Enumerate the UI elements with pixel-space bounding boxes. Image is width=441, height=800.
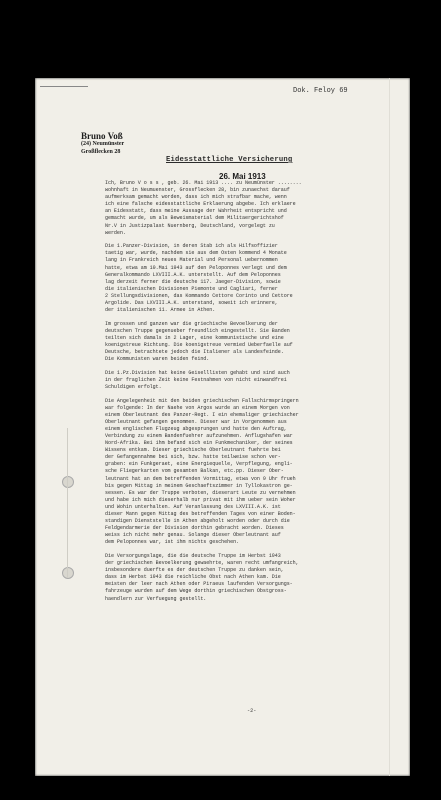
- text-line: werden.: [105, 229, 126, 236]
- text-line: lang in Frankreich neues Material und Personal uebernommen: [105, 257, 278, 264]
- document-body: [105, 180, 405, 609]
- text-line: Schuldigen erfolgt.: [105, 383, 162, 390]
- paragraph: [105, 398, 405, 547]
- text-line: deutschen Truppe gegenueber freundlich eingestellt. Sie Banden: [105, 327, 290, 334]
- document-reference: Dok. Feloy 69: [293, 87, 348, 95]
- paragraph: [105, 180, 405, 237]
- text-line: und Wohin unterhalten. Auf Veranlassung des LXVIII.A.K. ist: [105, 503, 281, 510]
- handwritten-birth-date: 26. Mai 1913: [219, 172, 266, 181]
- text-line: lag derzeit ferner die deutsche 117. Jaeger-Division, sowie: [105, 278, 281, 285]
- text-line: Nr.V in Justizpalast Nuernberg, Deutschland, vorgelegt zu: [105, 222, 275, 229]
- text-line: bis gegen Mittag in meinem Geschaeftszimmer in Tyllokastron ge-: [105, 482, 293, 489]
- text-line: war folgende: In der Naehe von Argos wurde an einem Morgen von: [105, 404, 290, 411]
- text-line: und habe ich mich dieserhalb nur privat mit ihm ueber sein Woher: [105, 496, 296, 503]
- punch-hole: [62, 476, 74, 488]
- text-line: fahrzeuge wurden auf dem Wege dorthin griechischen Obstgross-: [105, 588, 287, 595]
- text-line: Feldgendarmerie der Division dorthin gebracht worden. Dieses: [105, 525, 284, 532]
- text-line: Generalkommando LXVIII.A.K. unterstellt. Auf dem Peloponnes: [105, 271, 281, 278]
- stamp-name: Bruno Voß: [81, 131, 123, 141]
- text-line: der Gefangennahme bei sich, bzw. hatte teilweise schon ver-: [105, 454, 281, 461]
- paragraph: [105, 553, 405, 603]
- text-line: 2 Stellungsdivisionen, das Kommando Cettore Corinto und Cettore: [105, 292, 293, 299]
- text-line: der griechischen Bevoelkerung gewaehrte, waren recht umfangreich,: [105, 560, 299, 567]
- text-line: Die 1.Pz.Division hat keine Geiselllisten gehabt und sind auch: [105, 369, 290, 376]
- text-line: graben: ein Funkgeraet, eine Energiequelle, Verpflegung, engli-: [105, 461, 293, 468]
- text-line: Nord-Afrika. Bei ihm befand sich ein Funkmechaniker, der seines: [105, 440, 293, 447]
- text-line: Die Versorgungslage, die die deutsche Truppe im Herbst 1943: [105, 553, 281, 559]
- page-corner-mark: [40, 86, 88, 87]
- text-line: dem Peloponnes war, ist ihm nichts geschehen.: [105, 539, 240, 546]
- text-line: hatte, etwa am 10.Mai 1943 auf den Peloponnes verlegt und dem: [105, 264, 287, 271]
- text-line: dieser Mann gegen Mittag des betreffenden Tages von einer Boden-: [105, 511, 296, 518]
- text-line: Verbindung zu einem Bandenfuehrer aufzunehmen. Anflugshafen war: [105, 433, 293, 439]
- text-line: Die Kommunisten waren beiden feind.: [105, 356, 210, 363]
- text-line: die italienischen Divisionen Piemonte und Cagliari, ferner: [105, 285, 278, 292]
- text-line: einem Oberleutnant des Panzer-Regt. I ein ehemaliger griechischer: [105, 411, 299, 418]
- text-line: meisten der leer nach Athen oder Piraeus laufenden Versorgungs-: [105, 581, 293, 588]
- text-line: teilten sich damals in 2 Lager, eine kommunistische und eine: [105, 334, 284, 341]
- text-line: Deutsche, betrachtete jedoch die Italiener als Landesfeinde.: [105, 349, 284, 356]
- text-line: Die Angelegenheit mit den beiden griechischen Fallschirmspringern: [105, 397, 299, 404]
- text-line: wohnhaft in Neumuenster, Grossflecken 28, bin zunaechst darauf: [105, 187, 290, 194]
- text-line: standigen Dienststelle in Athen abgeholt worden oder durch die: [105, 518, 290, 525]
- paragraph: [105, 321, 405, 364]
- text-line: an Eidesstatt, dass meine Aussage der Wahrheit entspricht und: [105, 208, 287, 215]
- stamp-address-line1: (24) Neumünster: [81, 141, 125, 147]
- document-title: Eidesstattliche Versicherung: [166, 156, 293, 164]
- fold-line: [67, 428, 68, 578]
- text-line: taetig war, wurde, nachdem sie aus dem Osten kommend 4 Monate: [105, 250, 287, 257]
- text-line: leutnant hat an dem betreffenden Vormittag, etwa von 9 Uhr frueh: [105, 475, 296, 482]
- text-line: Oberleutnant gefangen genommen. Dieser war in Vorgenommen aus: [105, 418, 287, 425]
- stamp-address-line2: Großflecken 28: [81, 149, 121, 155]
- punch-hole: [62, 567, 74, 579]
- text-line: insbesondere duerfte es der deutschen Truppe zu danken sein,: [105, 567, 284, 574]
- text-line: einem englischen Flugzeug abgesprungen und hatte den Auftrag,: [105, 425, 287, 432]
- sender-stamp: [81, 132, 124, 156]
- text-line: Wissens entkam. Dieser griechische Oberleutnant fuehrte bei: [105, 447, 281, 454]
- text-line: dass im Herbst 1943 die reichliche Obst nach Athen kam. Die: [105, 574, 281, 581]
- document-page: [35, 78, 410, 776]
- text-line: weiss ich nicht mehr genau. Solange dieser Oberleutnant auf: [105, 532, 281, 539]
- paragraph: [105, 243, 405, 314]
- text-line: Die 1.Panzer-Division, in deren Stab ich als Hilfsoffizier: [105, 243, 278, 250]
- text-line: in der fraglichen Zeit keine Festnahmen von nicht einwandfrei: [105, 376, 287, 383]
- text-line: sche Fliegerkarten vom gesamten Balkan, etc.pp. Dieser Ober-: [105, 468, 284, 475]
- text-line: aufmerksam gemacht worden, dass ich mich strafbar mache, wenn: [105, 194, 287, 201]
- page-number: -2-: [247, 708, 257, 714]
- text-line: sessen. Es war der Truppe verboten, dieserart Leute zu vernehmen: [105, 489, 296, 496]
- paragraph: [105, 370, 405, 391]
- text-line: der italienischen 11. Armee in Athen.: [105, 307, 216, 314]
- text-line: ich eine falsche eidesstattliche Erklaerung abgebe. Ich erklaere: [105, 201, 296, 208]
- text-line: Argolide. Das LXVIII.A.K. unterstand, soweit ich erinnere,: [105, 300, 278, 306]
- text-line: koenigstreue Richtung. Die koenigstreue vermied Ueberfaelle auf: [105, 341, 293, 348]
- text-line: haendlern zur Verfuegung gestellt.: [105, 595, 207, 602]
- text-line: Im grossen und ganzen war die griechische Bevoelkerung der: [105, 320, 278, 327]
- text-line: gemacht wurde, um als Beweismaterial dem Militaergerichtshof: [105, 215, 284, 222]
- text-line: Ich, Bruno V o s s , geb. 26. Mai 1913 .... zu Neumünster ........: [105, 180, 302, 186]
